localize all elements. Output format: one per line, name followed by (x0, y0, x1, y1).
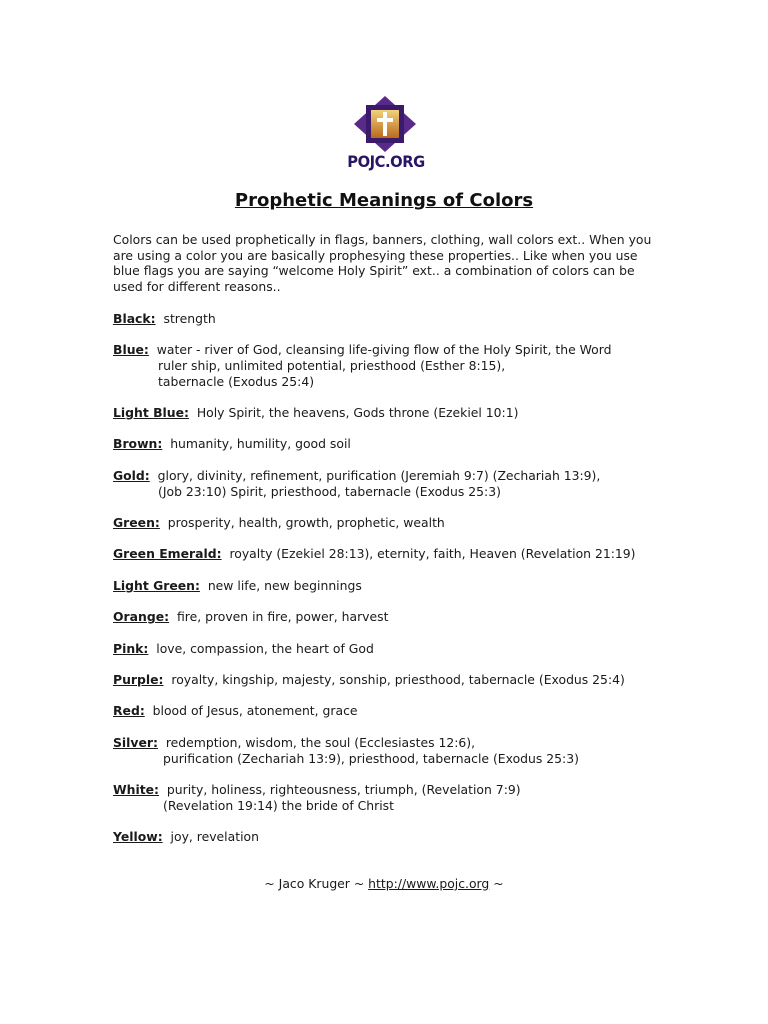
footer-author: ~ Jaco Kruger ~ (264, 876, 369, 891)
color-name: Gold: (113, 468, 150, 483)
color-meaning: purity, holiness, righteousness, triumph, (Revelation 7:9) (166, 782, 521, 797)
color-entry-line (113, 436, 351, 451)
logo-text: POJC.ORG (347, 152, 425, 171)
color-entry (113, 829, 673, 845)
color-entry (113, 342, 673, 390)
color-entry (113, 703, 673, 719)
color-entry-line (113, 468, 600, 483)
color-name: Blue: (113, 342, 149, 357)
color-name: Brown: (113, 436, 163, 451)
color-name: Yellow: (113, 829, 163, 844)
pojc-logo (344, 94, 426, 176)
color-name: Pink: (113, 641, 149, 656)
color-name: Red: (113, 703, 145, 718)
color-entry (113, 641, 673, 657)
footer (0, 876, 768, 891)
color-name: Black: (113, 311, 156, 326)
color-meaning: fire, proven in fire, power, harvest (176, 609, 389, 624)
color-meaning-continued: tabernacle (Exodus 25:4) (158, 374, 315, 389)
footer-link[interactable]: http://www.pojc.org (368, 876, 490, 891)
color-meaning: strength (163, 311, 216, 326)
color-entry (113, 468, 673, 500)
color-entry-line (113, 578, 362, 593)
color-meaning-continued: (Revelation 19:14) the bride of Christ (163, 798, 394, 813)
color-meaning: Holy Spirit, the heavens, Gods throne (Ezekiel 10:1) (196, 405, 519, 420)
color-meaning: prosperity, health, growth, prophetic, wealth (167, 515, 445, 530)
page-title: Prophetic Meanings of Colors (234, 190, 534, 211)
color-name: Orange: (113, 609, 170, 624)
color-entry (113, 311, 673, 327)
color-meaning: humanity, humility, good soil (170, 436, 351, 451)
color-meaning: royalty, kingship, majesty, sonship, priesthood, tabernacle (Exodus 25:4) (171, 672, 625, 687)
color-meaning: new life, new beginnings (207, 578, 362, 593)
color-meaning-continued: (Job 23:10) Spirit, priesthood, tabernacle (Exodus 25:3) (158, 484, 501, 499)
color-meaning: love, compassion, the heart of God (156, 641, 374, 656)
color-name: Green: (113, 515, 160, 530)
color-entry (113, 515, 673, 531)
color-entry-line (113, 735, 475, 750)
color-name: Light Green: (113, 578, 200, 593)
color-meaning: royalty (Ezekiel 28:13), eternity, faith, Heaven (Revelation 21:19) (229, 546, 636, 561)
color-meaning: redemption, wisdom, the soul (Ecclesiastes 12:6), (165, 735, 476, 750)
color-name: Light Blue: (113, 405, 189, 420)
color-name: White: (113, 782, 160, 797)
color-meaning: joy, revelation (170, 829, 259, 844)
color-name: Green Emerald: (113, 546, 222, 561)
color-entry-line (113, 342, 612, 357)
color-entry (113, 609, 673, 625)
color-entry-line (113, 641, 374, 656)
color-meaning-continued: purification (Zechariah 13:9), priesthood, tabernacle (Exodus 25:3) (163, 751, 579, 766)
color-entry-line (113, 405, 518, 420)
color-entry-line (113, 609, 388, 624)
cross-emblem-icon (344, 94, 426, 154)
color-entry (113, 405, 673, 421)
color-entry (113, 436, 673, 452)
color-name: Silver: (113, 735, 158, 750)
color-meaning: blood of Jesus, atonement, grace (152, 703, 358, 718)
color-name: Purple: (113, 672, 164, 687)
color-entry-line (113, 829, 259, 844)
color-entry (113, 546, 673, 562)
color-entry-line (113, 546, 636, 561)
color-entry-line (113, 515, 445, 530)
color-meaning: glory, divinity, refinement, purification (Jeremiah 9:7) (Zechariah 13:9), (157, 468, 601, 483)
color-meaning: water - river of God, cleansing life-giving flow of the Holy Spirit, the Word (156, 342, 612, 357)
color-entry (113, 578, 673, 594)
intro-paragraph: Colors can be used prophetically in flags, banners, clothing, wall colors ext.. When you are using a color you are basically prophesying these properties.. Like when you use blue flags you are saying “welcome Holy Spirit” ext.. a combination of colors can be used for different reasons.. (113, 232, 652, 294)
color-meaning-continued: ruler ship, unlimited potential, priesthood (Esther 8:15), (158, 358, 506, 373)
color-entry-line (113, 782, 521, 797)
footer-suffix: ~ (493, 876, 504, 891)
color-entry-line (113, 672, 625, 687)
color-entry (113, 735, 673, 767)
color-entry (113, 782, 673, 814)
color-entry-line (113, 311, 216, 326)
color-entry-line (113, 703, 358, 718)
color-entry (113, 672, 673, 688)
